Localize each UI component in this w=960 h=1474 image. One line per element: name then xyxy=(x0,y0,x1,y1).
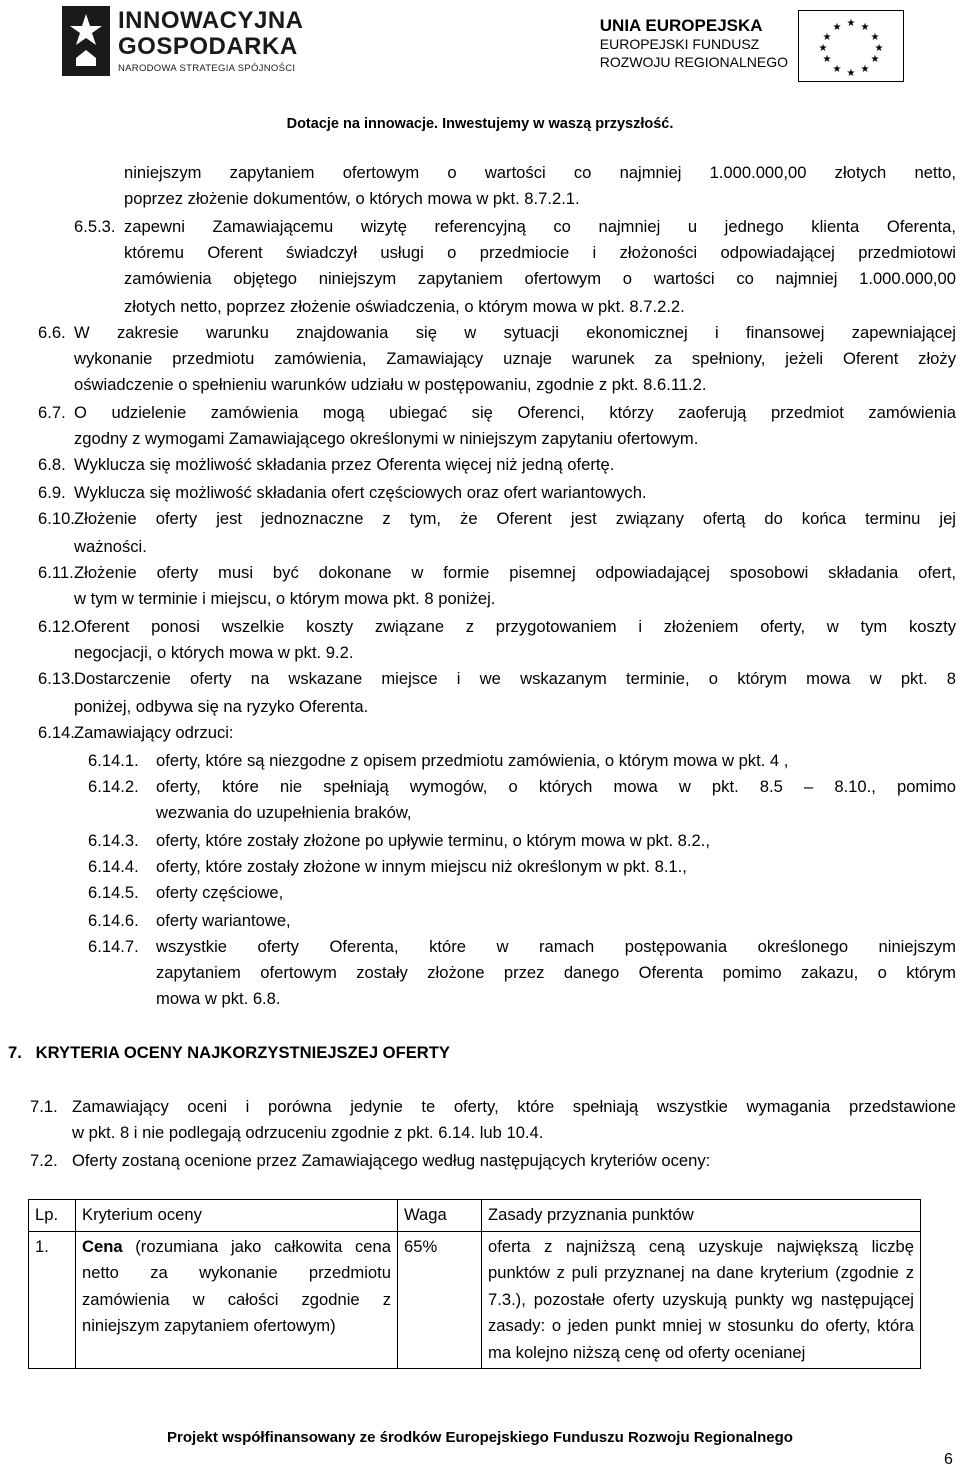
text-line: Złożenie oferty musi być dokonane w formie pisemnej odpowiadającej sposobowi składania ofert, xyxy=(74,563,956,582)
svg-text:★: ★ xyxy=(874,43,884,54)
page-footer: Projekt współfinansowany ze środków Europejskiego Funduszu Rozwoju Regionalnego xyxy=(167,1429,793,1446)
section-heading: 7. KRYTERIA OCENY NAJKORZYSTNIEJSZEJ OFERTY xyxy=(8,1043,450,1062)
text-line: Oferty zostaną ocenione przez Zamawiającego według następujących kryteriów oceny: xyxy=(72,1151,711,1170)
svg-text:★: ★ xyxy=(822,32,832,43)
text-line: Wyklucza się możliwość składania przez Oferenta więcej niż jedną ofertę. xyxy=(74,455,615,474)
text-line: mowa w pkt. 6.8. xyxy=(156,989,281,1008)
ig-line-3: NARODOWA STRATEGIA SPÓJNOŚCI xyxy=(118,63,296,74)
eu-line-2: EUROPEJSKI FUNDUSZ xyxy=(599,36,760,52)
criteria-table xyxy=(28,1199,921,1369)
text-line: zapytaniem ofertowym zostały złożone przez danego Oferenta pomimo zakazu, o którym xyxy=(156,963,956,982)
ig-line-2: GOSPODARKA xyxy=(118,33,298,60)
text-line: oferty częściowe, xyxy=(156,883,284,902)
item-number: 6.14.7. xyxy=(88,937,139,956)
text-line: negocjacji, o których mowa w pkt. 9.2. xyxy=(74,643,354,662)
eu-logo xyxy=(600,10,904,82)
text-line: O udzielenie zamówienia mogą ubiegać się Oferenci, którzy zaoferują przedmiot zamówienia xyxy=(74,403,956,422)
table-header-cell: Waga xyxy=(398,1200,482,1232)
text-line: któremu Oferent świadczył usługi o przedmiocie i złożoności odpowiadającej przedmiotowi xyxy=(124,243,956,262)
ig-line-1: INNOWACYJNA xyxy=(118,7,304,34)
text-line: niniejszym zapytaniem ofertowym o wartości co najmniej 1.000.000,00 złotych netto, xyxy=(124,163,956,182)
item-number: 6.5.3. xyxy=(74,217,116,236)
table-cell-lp: 1. xyxy=(29,1231,76,1369)
eu-line-3: ROZWOJU REGIONALNEGO xyxy=(599,54,788,70)
table-cell-criterion xyxy=(76,1231,398,1369)
svg-text:★: ★ xyxy=(832,64,842,75)
text-line: w tym w terminie i miejscu, o którym mowa pkt. 8 poniżej. xyxy=(74,589,496,608)
table-row xyxy=(29,1231,921,1369)
text-line: wszystkie oferty Oferenta, które w ramach postępowania określonego niniejszym xyxy=(156,937,956,956)
item-number: 6.7. xyxy=(38,403,66,422)
header-motto: Dotacje na innowacje. Inwestujemy w waszą przyszłość. xyxy=(286,116,674,132)
item-number: 6.14.3. xyxy=(88,831,139,850)
text-line: oferty, które nie spełniają wymogów, o których mowa w pkt. 8.5 – 8.10., pomimo xyxy=(156,777,956,796)
text-line: oferty, które zostały złożone w innym miejscu niż określonym w pkt. 8.1., xyxy=(156,857,687,876)
text-line: zgodny z wymogami Zamawiającego określonymi w niniejszym zapytaniu ofertowym. xyxy=(74,429,699,448)
item-number: 7.1. xyxy=(30,1097,58,1116)
page-number: 6 xyxy=(944,1451,953,1468)
criterion-name: Cena xyxy=(82,1236,123,1256)
text-line: ważności. xyxy=(74,537,147,556)
item-number: 6.14. xyxy=(38,723,75,742)
criterion-description: (rozumiana jako całkowita cena netto za wykonanie przedmiotu zamówienia w całości zgodnie z niniejszym zapytaniem ofertowym) xyxy=(82,1236,391,1335)
item-number: 6.11. xyxy=(38,563,74,582)
text-line: Wyklucza się możliwość składania ofert częściowych oraz ofert wariantowych. xyxy=(74,483,647,502)
table-cell-weight: 65% xyxy=(398,1231,482,1369)
svg-text:★: ★ xyxy=(870,54,880,65)
item-number: 6.14.4. xyxy=(88,857,139,876)
item-number: 6.14.1. xyxy=(88,751,139,770)
svg-text:★: ★ xyxy=(818,43,828,54)
item-number: 6.14.2. xyxy=(88,777,139,796)
text-line: Złożenie oferty jest jednoznaczne z tym, że Oferent jest związany ofertą do końca terminu jej xyxy=(74,509,956,528)
svg-text:★: ★ xyxy=(860,22,870,33)
table-header-cell: Zasady przyznania punktów xyxy=(482,1200,921,1232)
item-number: 6.6. xyxy=(38,323,66,342)
eu-flag-icon xyxy=(798,10,904,82)
item-number: 6.8. xyxy=(38,455,66,474)
text-line: Dostarczenie oferty na wskazane miejsce i we wskazanym terminie, o którym mowa w pkt. 8 xyxy=(74,669,956,688)
text-line: zamówienia objętego niniejszym zapytaniem ofertowym o wartości co najmniej 1.000.000,00 xyxy=(124,269,956,288)
text-line: Oferent ponosi wszelkie koszty związane z przygotowaniem i złożeniem oferty, w tym koszty xyxy=(74,617,956,636)
svg-text:★: ★ xyxy=(822,54,832,65)
table-header-cell: Lp. xyxy=(29,1200,76,1232)
item-number: 6.14.5. xyxy=(88,883,139,902)
table-header-row xyxy=(29,1200,921,1232)
table-cell-rules: oferta z najniższą ceną uzyskuje największą liczbę punktów z puli przyznanej na dane kryterium (zgodnie z 7.3.), pozostałe oferty uzyskują punkty wg następującej zasady: o jeden punkt mniej w stosunku do oferty, która ma kolejno niższą cenę od oferty ocenianej xyxy=(482,1231,921,1369)
text-line: Zamawiający oceni i porówna jedynie te oferty, które spełniają wszystkie wymagania przedstawione xyxy=(72,1097,956,1116)
item-number: 6.13. xyxy=(38,669,75,688)
item-number: 7.2. xyxy=(30,1151,58,1170)
svg-text:★: ★ xyxy=(846,18,856,29)
svg-text:★: ★ xyxy=(870,32,880,43)
text-line: W zakresie warunku znajdowania się w sytuacji ekonomicznej i finansowej zapewniającej xyxy=(74,323,956,342)
text-line: wykonanie przedmiotu zamówienia, Zamawiający uznaje warunek za spełniony, jeżeli Oferent złoży xyxy=(74,349,956,368)
innowacyjna-gospodarka-logo xyxy=(62,6,304,76)
text-line: w pkt. 8 i nie podlegają odrzuceniu zgodnie z pkt. 6.14. lub 10.4. xyxy=(72,1123,544,1142)
eu-line-1: UNIA EUROPEJSKA xyxy=(599,16,763,35)
svg-text:★: ★ xyxy=(860,64,870,75)
text-line: poprzez złożenie dokumentów, o których mowa w pkt. 8.7.2.1. xyxy=(124,189,580,208)
svg-text:★: ★ xyxy=(832,22,842,33)
text-line: wezwania do uzupełnienia braków, xyxy=(156,803,412,822)
item-number: 6.12. xyxy=(38,617,75,636)
text-line: oferty, które są niezgodne z opisem przedmiotu zamówienia, o którym mowa w pkt. 4 , xyxy=(156,751,789,770)
text-line: Zamawiający odrzuci: xyxy=(74,723,234,742)
svg-text:★: ★ xyxy=(846,68,856,79)
text-line: złotych netto, poprzez złożenie oświadczenia, o którym mowa w pkt. 8.7.2.2. xyxy=(124,297,685,316)
ig-emblem-icon xyxy=(62,6,110,76)
text-line: poniżej, odbywa się na ryzyko Oferenta. xyxy=(74,697,369,716)
text-line: zapewni Zamawiającemu wizytę referencyjną co najmniej u jednego klienta Oferenta, xyxy=(124,217,956,236)
item-number: 6.14.6. xyxy=(88,911,139,930)
item-number: 6.9. xyxy=(38,483,66,502)
text-line: oświadczenie o spełnieniu warunków udziału w postępowaniu, zgodnie z pkt. 8.6.11.2. xyxy=(74,375,707,394)
item-number: 6.10. xyxy=(38,509,75,528)
page-header xyxy=(0,0,960,140)
text-line: oferty wariantowe, xyxy=(156,911,291,930)
table-header-cell: Kryterium oceny xyxy=(76,1200,398,1232)
text-line: oferty, które zostały złożone po upływie terminu, o którym mowa w pkt. 8.2., xyxy=(156,831,710,850)
